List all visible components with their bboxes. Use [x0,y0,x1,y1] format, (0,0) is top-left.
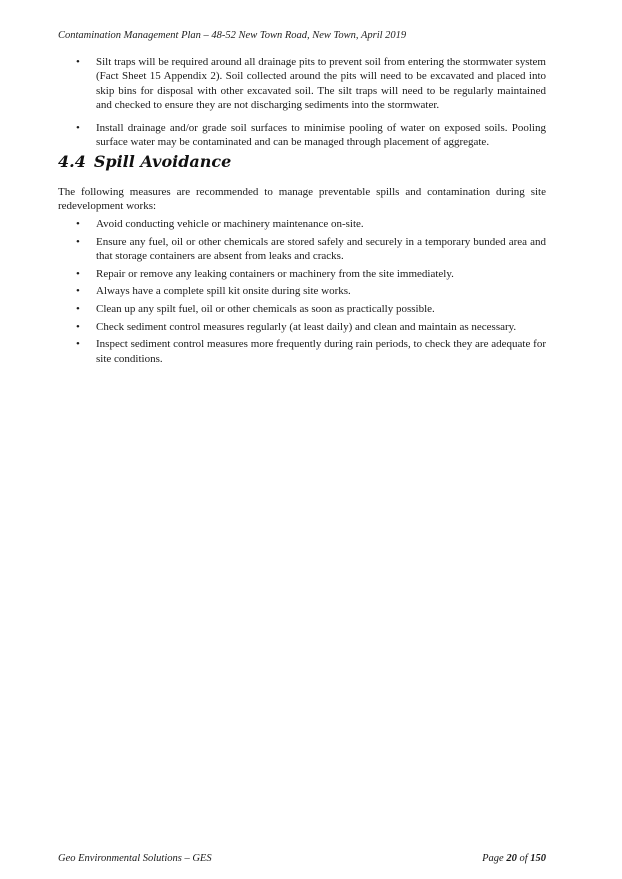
list-item-text: Install drainage and/or grade soil surfaces to minimise pooling of water on exposed soils. Pooling surface water may be contaminated and can be managed through placement of aggregate. [96,122,546,149]
bullet-icon: • [76,320,80,333]
section-heading [58,152,231,171]
page-label: Page [482,853,504,864]
list-item-text: Repair or remove any leaking containers or machinery from the site immediately. [96,267,454,280]
section-intro: The following measures are recommended to manage preventable spills and contamination during site redevelopment works: [58,186,546,213]
list-item-text: Always have a complete spill kit onsite during site works. [96,285,351,298]
total-pages: 150 [530,853,546,864]
erosion-control-list [58,55,546,159]
list-item [58,337,546,366]
footer-company: Geo Environmental Solutions – GES [58,853,212,864]
bullet-icon: • [76,218,80,230]
page-number [482,853,546,864]
current-page: 20 [506,853,517,864]
list-item-text: Ensure any fuel, oil or other chemicals are stored safely and securely in a temporary bunded area and that storage containers are absent from leaks and cracks. [96,235,546,262]
bullet-icon: • [76,235,80,248]
list-item-text: Silt traps will be required around all drainage pits to prevent soil from entering the stormwater system (Fact Sheet 15 Appendix 2). Soil collected around the pits will need to be excavated and placed into skip bins for disposal with other excavated soil. The silt traps will need to be regularly maintained and checked to ensure they are not discharging sediments into the stormwater. [96,56,546,111]
list-item-text: Inspect sediment control measures more frequently during rain periods, to check they are adequate for site conditions. [96,338,546,365]
list-item [58,55,546,112]
list-item [58,235,546,264]
bullet-icon: • [76,338,80,351]
list-item [58,284,546,298]
bullet-icon: • [76,285,80,298]
list-item [58,302,546,316]
list-item [58,320,546,334]
section-title: Spill Avoidance [93,152,232,171]
bullet-icon: • [76,267,80,280]
list-item-text: Clean up any spilt fuel, oil or other chemicals as soon as practically possible. [96,303,435,316]
list-item [58,121,546,150]
spill-measures-list [58,217,546,369]
running-header: Contamination Management Plan – 48-52 New Town Road, New Town, April 2019 [58,30,407,41]
section-number: 4.4 [58,152,86,171]
bullet-icon: • [76,56,80,68]
list-item [58,217,546,231]
of-label: of [519,853,528,864]
list-item-text: Avoid conducting vehicle or machinery maintenance on-site. [96,218,364,230]
list-item-text: Check sediment control measures regularly (at least daily) and clean and maintain as necessary. [96,320,517,333]
bullet-icon: • [76,303,80,316]
bullet-icon: • [76,122,80,135]
list-item [58,267,546,281]
